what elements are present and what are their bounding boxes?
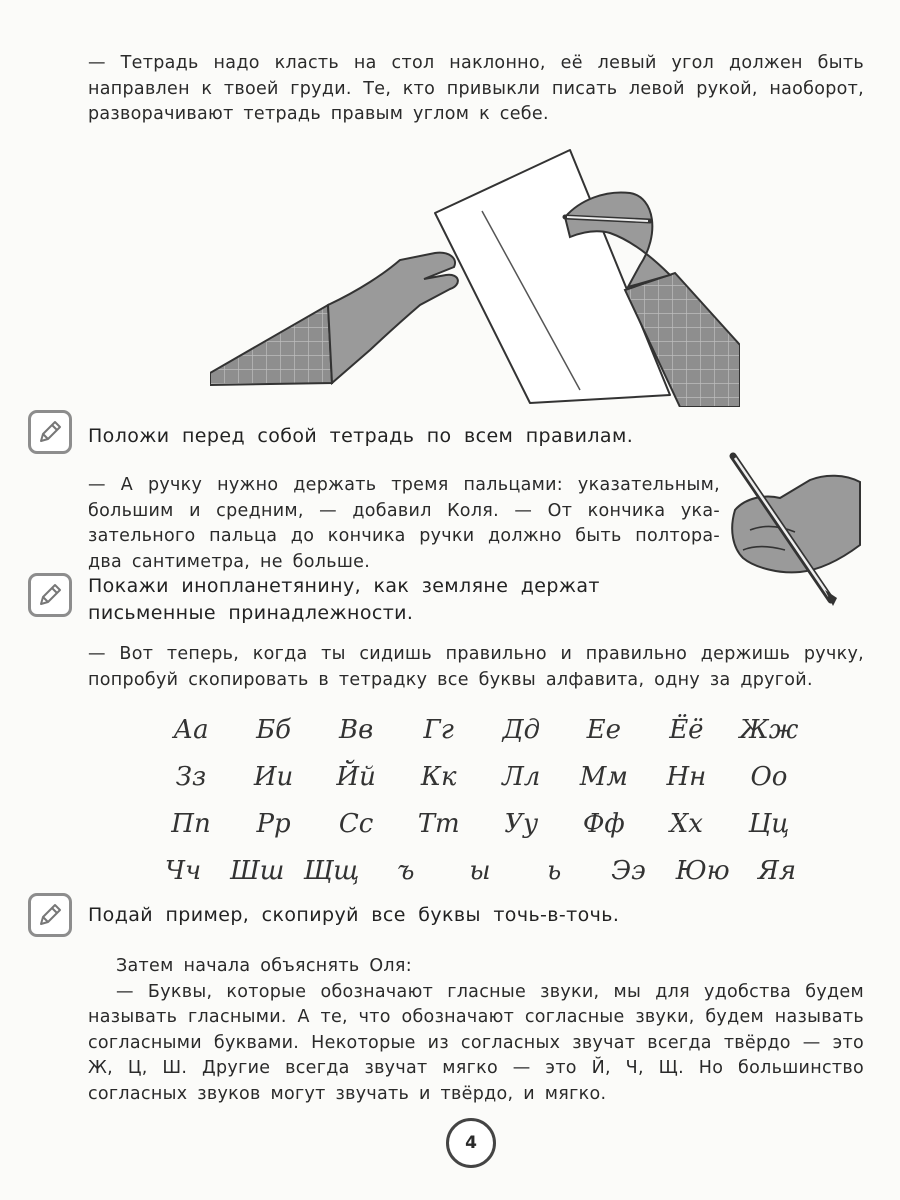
letter-pair: Чч xyxy=(164,855,202,886)
letter-pair: Уу xyxy=(504,808,539,839)
letter-pair: Пп xyxy=(171,808,211,839)
letter-pair: Жж xyxy=(739,714,799,745)
notebook-hands-illustration xyxy=(210,145,740,407)
task-1 xyxy=(28,410,633,454)
page-number: 4 xyxy=(446,1118,496,1168)
olya-line-3: называть гласными. А те, что обозначают согласные звуки, будем называть xyxy=(88,1007,864,1027)
letter-pair: Вв xyxy=(339,714,374,745)
olya-line-2: — Буквы, которые обозначают гласные звуки, мы для удобства будем xyxy=(116,981,864,1002)
letter-pair: Фф xyxy=(582,808,625,839)
letter-pair: Ёё xyxy=(669,714,704,745)
olya-line-4: согласными буквами. Некоторые из согласных звучат всегда твёрдо — это xyxy=(88,1032,864,1053)
letter-pair: Мм xyxy=(579,761,628,792)
letter-pair: Йй xyxy=(336,761,376,792)
pen-line-1: — А ручку нужно держать тремя пальцами: указательным, xyxy=(88,475,720,495)
pen-line-4: два сантиметра, не больше. xyxy=(88,551,371,572)
letter-pair: ы xyxy=(469,855,491,886)
copy-line-1: — Вот теперь, когда ты сидишь правильно и правильно держишь ручку, xyxy=(88,644,864,664)
olya-line-6: согласных звуков могут звучать и твёрдо, и мягко. xyxy=(88,1083,607,1104)
pen-paragraph xyxy=(88,473,720,575)
letter-pair: Яя xyxy=(757,855,797,886)
letter-pair: Зз xyxy=(175,761,207,792)
letter-pair: Рр xyxy=(256,808,291,839)
letter-pair: Ээ xyxy=(611,855,646,886)
letter-pair: Хх xyxy=(669,808,703,839)
pencil-icon xyxy=(28,573,72,617)
pencil-icon xyxy=(28,893,72,937)
alphabet-row-3 xyxy=(150,800,810,847)
olya-line-5: Ж, Ц, Ш. Другие всегда звучат мягко — это Й, Ч, Щ. Но большинство xyxy=(88,1058,864,1078)
copy-line-2: попробуй скопировать в тетрадку все буквы алфавита, одну за другой. xyxy=(88,669,813,690)
letter-pair: Дд xyxy=(502,714,541,745)
alphabet-row-4 xyxy=(150,847,810,894)
intro-paragraph xyxy=(88,51,864,128)
letter-pair: Лл xyxy=(502,761,541,792)
letter-pair: ъ xyxy=(397,855,415,886)
task-3 xyxy=(28,893,619,937)
letter-pair: Щщ xyxy=(303,855,360,886)
letter-pair: Кк xyxy=(420,761,457,792)
intro-line-3: разворачивают тетрадь правым углом к себе. xyxy=(88,104,549,124)
olya-paragraph xyxy=(88,954,864,1107)
letter-pair: Нн xyxy=(666,761,707,792)
copy-paragraph xyxy=(88,642,864,693)
alphabet-row-1 xyxy=(150,706,810,753)
letter-pair: Цц xyxy=(748,808,790,839)
task-1-text: Положи перед собой тетрадь по всем правилам. xyxy=(88,425,634,447)
intro-line-1: — Тетрадь надо класть на стол наклонно, её левый угол должен быть xyxy=(88,53,864,73)
task-3-text: Подай пример, скопируй все буквы точь-в-точь. xyxy=(88,904,620,926)
task-2 xyxy=(28,573,600,627)
alphabet-row-2 xyxy=(150,753,810,800)
letter-pair: ь xyxy=(547,855,562,886)
olya-line-1: Затем начала объяснять Оля: xyxy=(116,956,412,976)
letter-pair: Гг xyxy=(423,714,454,745)
letter-pair: Сс xyxy=(338,808,374,839)
letter-pair: Ии xyxy=(253,761,294,792)
alphabet-block xyxy=(150,706,810,894)
letter-pair: Юю xyxy=(675,855,730,886)
pencil-icon xyxy=(28,410,72,454)
letter-pair: Ее xyxy=(586,714,621,745)
pen-line-3: зательного пальца до кончика ручки должно быть полтора- xyxy=(88,526,720,546)
intro-line-2: направлен к твоей груди. Те, кто привыкли писать левой рукой, наоборот, xyxy=(88,78,864,99)
letter-pair: Бб xyxy=(256,714,292,745)
pen-line-2: большим и средним, — добавил Коля. — От кончика ука- xyxy=(88,500,720,521)
letter-pair: Шш xyxy=(230,855,285,886)
letter-pair: Аа xyxy=(173,714,209,745)
task-2-text xyxy=(88,573,600,627)
task-2-line-2: письменные принадлежности. xyxy=(88,602,414,624)
hand-holding-pen-illustration xyxy=(725,450,865,610)
letter-pair: Оо xyxy=(750,761,788,792)
task-2-line-1: Покажи инопланетянину, как земляне держат xyxy=(88,575,600,597)
letter-pair: Тт xyxy=(417,808,460,839)
